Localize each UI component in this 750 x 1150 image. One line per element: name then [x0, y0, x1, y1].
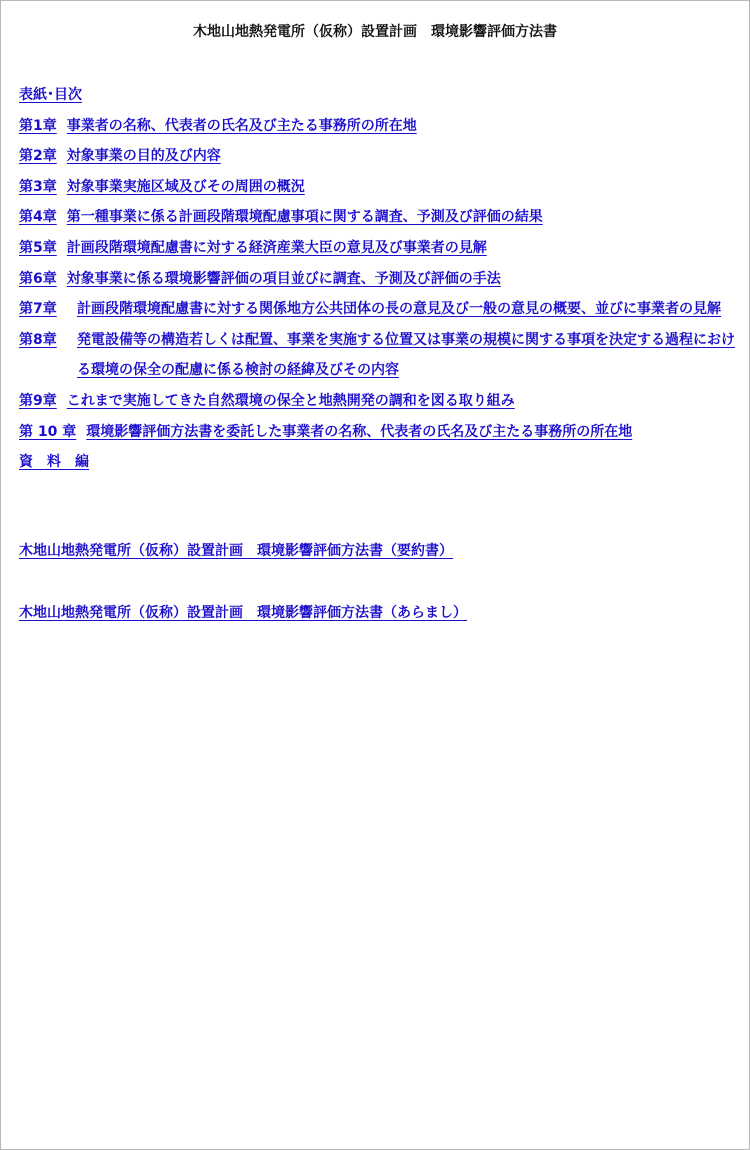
toc-item-chapter-8[interactable]: [19, 325, 745, 386]
chapter-3-number[interactable]: 第3章: [19, 178, 57, 195]
chapter-4-link[interactable]: 第一種事業に係る計画段階環境配慮事項に関する調査、予測及び評価の結果: [66, 209, 543, 226]
toc-item-chapter-2[interactable]: [19, 141, 745, 172]
chapter-2-link[interactable]: 対象事業の目的及び内容: [66, 148, 221, 165]
chapter-10-number[interactable]: 第 10 章: [19, 423, 77, 440]
chapter-9-number[interactable]: 第9章: [19, 392, 57, 409]
toc-item-chapter-3[interactable]: [19, 172, 745, 203]
chapter-7-number[interactable]: 第7章: [19, 301, 57, 318]
overview-document-link[interactable]: 木地山地熱発電所（仮称）設置計画 環境影響評価方法書（あらまし）: [19, 605, 467, 621]
toc-cover-link[interactable]: 表紙･目次: [19, 87, 82, 103]
chapter-7-link[interactable]: 計画段階環境配慮書に対する関係地方公共団体の長の意見及び一般の意見の概要、並びに事業者の見解: [77, 301, 721, 318]
toc-item-appendix[interactable]: [19, 447, 745, 478]
appendix-link[interactable]: 資 料 編: [19, 454, 89, 471]
toc-item-chapter-1[interactable]: [19, 111, 745, 142]
chapter-5-number[interactable]: 第5章: [19, 239, 57, 256]
chapter-1-number[interactable]: 第1章: [19, 117, 57, 134]
table-of-contents: [19, 80, 745, 478]
chapter-8-number[interactable]: 第8章: [19, 331, 57, 348]
chapter-4-number[interactable]: 第4章: [19, 209, 57, 226]
chapter-1-link[interactable]: 事業者の名称、代表者の氏名及び主たる事務所の所在地: [66, 117, 417, 134]
chapter-5-link[interactable]: 計画段階環境配慮書に対する経済産業大臣の意見及び事業者の見解: [66, 239, 487, 256]
toc-item-cover[interactable]: [19, 80, 745, 111]
toc-item-chapter-5[interactable]: [19, 233, 745, 264]
chapter-3-link[interactable]: 対象事業実施区域及びその周囲の概況: [66, 178, 305, 195]
chapter-2-number[interactable]: 第2章: [19, 148, 57, 165]
chapter-6-number[interactable]: 第6章: [19, 270, 57, 287]
chapter-10-link[interactable]: 環境影響評価方法書を委託した事業者の名称、代表者の氏名及び主たる事務所の所在地: [86, 423, 633, 440]
toc-item-chapter-10[interactable]: [19, 417, 745, 448]
summary-document-link[interactable]: 木地山地熱発電所（仮称）設置計画 環境影響評価方法書（要約書）: [19, 543, 453, 559]
toc-item-chapter-7[interactable]: [19, 294, 745, 325]
chapter-9-link[interactable]: これまで実施してきた自然環境の保全と地熱開発の調和を図る取り組み: [66, 392, 515, 409]
chapter-6-link[interactable]: 対象事業に係る環境影響評価の項目並びに調査、予測及び評価の手法: [66, 270, 501, 287]
toc-item-chapter-9[interactable]: [19, 386, 745, 417]
page-title: 木地山地熱発電所（仮称）設置計画 環境影響評価方法書: [193, 24, 557, 40]
chapter-8-link[interactable]: 発電設備等の構造若しくは配置、事業を実施する位置又は事業の規模に関する事項を決定する過程における環境の保全の配慮に係る検討の経緯及びその内容: [77, 331, 735, 379]
toc-item-chapter-4[interactable]: [19, 202, 745, 233]
toc-item-chapter-6[interactable]: [19, 264, 745, 295]
